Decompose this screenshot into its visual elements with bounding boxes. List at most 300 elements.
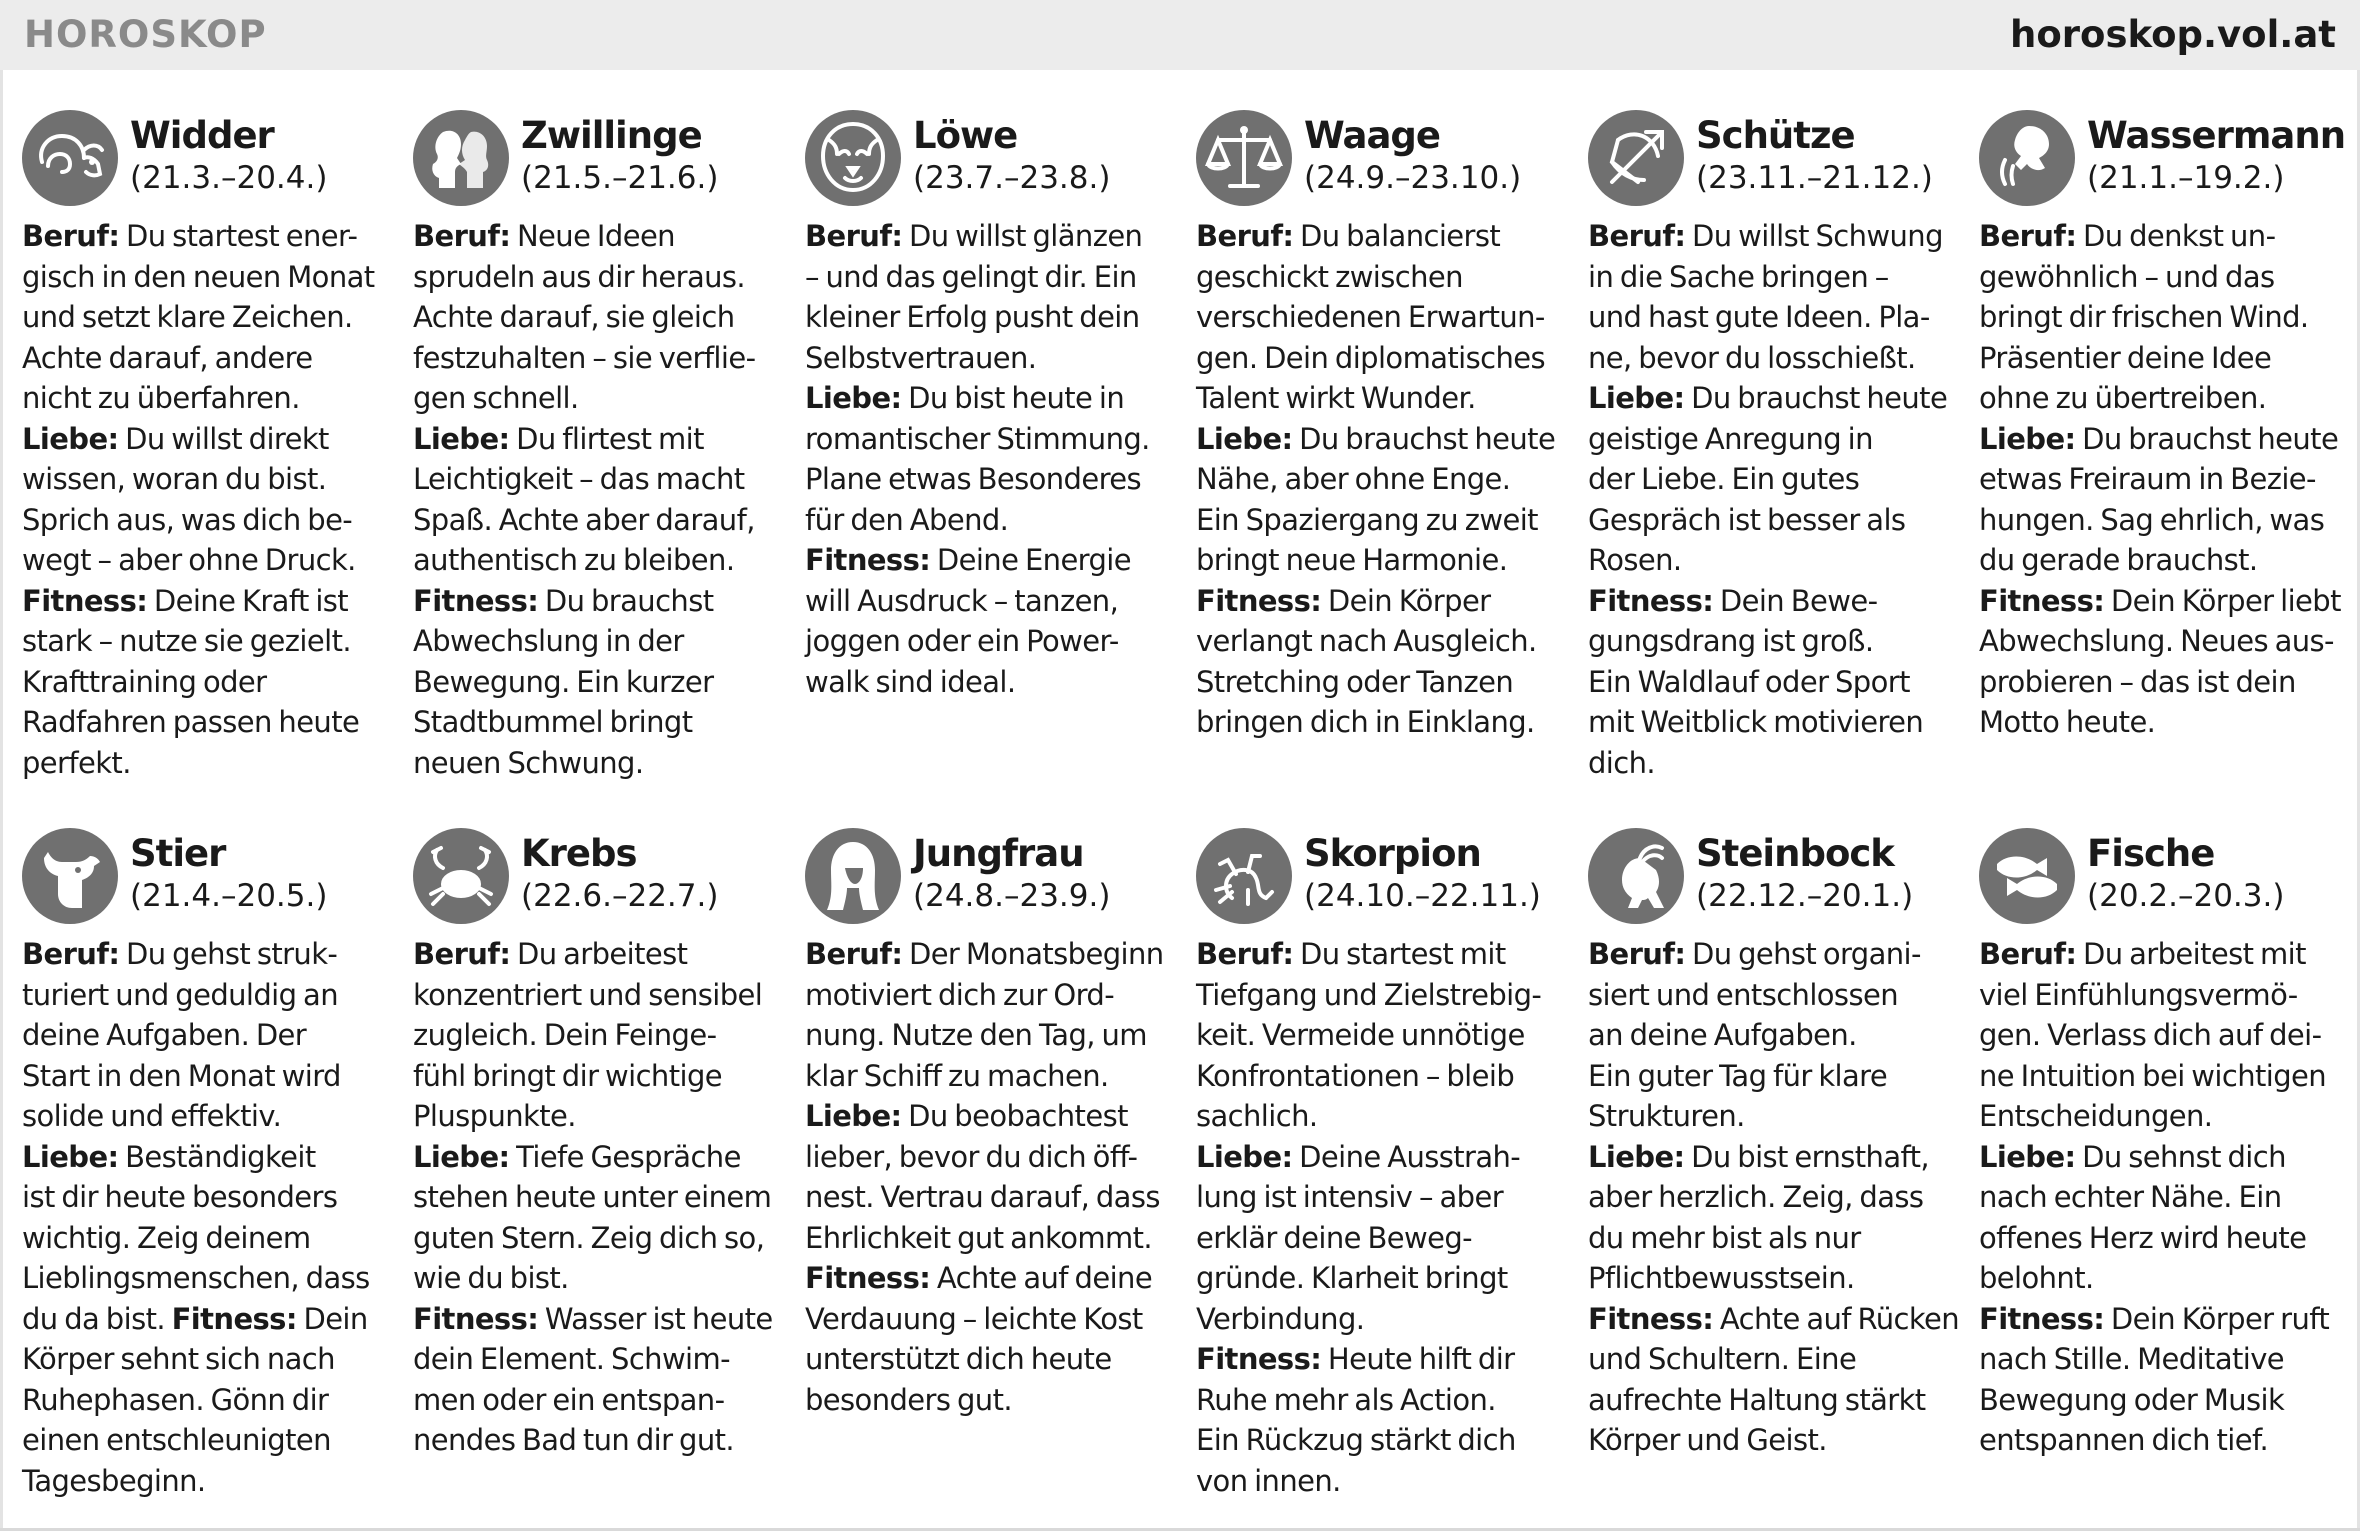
text-line xyxy=(22,500,388,541)
sign-schuetze xyxy=(1588,110,1954,783)
text-segment: etwas Freiraum in Bezie- xyxy=(1979,462,2316,496)
text-line xyxy=(1979,1420,2345,1461)
sign-text xyxy=(1979,934,2345,1461)
text-segment: wie du bist. xyxy=(413,1261,569,1295)
sign-text xyxy=(22,216,388,783)
category-label: Fitness: xyxy=(805,543,931,577)
text-line xyxy=(805,378,1171,419)
text-line xyxy=(413,1420,779,1461)
text-segment: Achte darauf, andere xyxy=(22,340,313,375)
text-line xyxy=(22,338,388,379)
text-segment: Gespräch ist besser als xyxy=(1588,502,1906,537)
text-segment: verschiedenen Erwartun- xyxy=(1196,300,1545,334)
text-line xyxy=(1588,500,1954,541)
text-line xyxy=(22,459,388,500)
text-segment: bringen dich in Einklang. xyxy=(1196,705,1535,739)
text-segment: hungen. Sag ehrlich, was xyxy=(1979,502,2325,537)
text-line xyxy=(413,621,779,662)
text-segment: motiviert dich zur Ord- xyxy=(805,977,1115,1012)
text-segment: mit Weitblick motivieren xyxy=(1588,705,1924,739)
text-segment: Du flirtest mit xyxy=(509,421,704,456)
category-label: Fitness: xyxy=(1588,1301,1714,1336)
text-line xyxy=(1196,378,1562,419)
text-line xyxy=(805,540,1171,581)
text-segment: Selbstvertrauen. xyxy=(805,340,1037,375)
text-line xyxy=(413,257,779,298)
text-line xyxy=(805,459,1171,500)
text-segment: wissen, woran du bist. xyxy=(22,462,327,496)
text-line xyxy=(1196,1461,1562,1502)
text-line xyxy=(1979,257,2345,298)
text-segment: Du beobachtest xyxy=(901,1099,1128,1133)
text-line xyxy=(413,1177,779,1218)
text-line xyxy=(805,297,1171,338)
text-segment: Tiefgang und Zielstrebig- xyxy=(1196,977,1542,1012)
text-segment: festzuhalten – sie verflie- xyxy=(413,340,756,375)
text-line xyxy=(413,1339,779,1380)
text-line xyxy=(1588,378,1954,419)
text-segment: klar Schiff zu machen. xyxy=(805,1058,1109,1093)
text-line xyxy=(22,1137,388,1178)
text-segment: besonders gut. xyxy=(805,1382,1012,1417)
text-line xyxy=(1196,1258,1562,1299)
text-segment: Dein Körper liebt xyxy=(2104,583,2341,618)
text-segment: Ein Spaziergang zu zweit xyxy=(1196,502,1538,537)
text-line xyxy=(1588,621,1954,662)
text-segment: deine Aufgaben. Der xyxy=(22,1018,307,1052)
text-segment: kleiner Erfolg pusht dein xyxy=(805,300,1140,334)
text-segment: keit. Vermeide unnötige xyxy=(1196,1018,1525,1052)
sign-date: (22.6.–22.7.) xyxy=(521,878,719,914)
sign-text xyxy=(1588,934,1960,1461)
crab-icon xyxy=(413,828,509,924)
text-segment: nung. Nutze den Tag, um xyxy=(805,1018,1147,1052)
category-label: Fitness: xyxy=(1979,1301,2105,1336)
text-line xyxy=(413,743,779,784)
text-line xyxy=(805,1380,1171,1421)
left-border xyxy=(0,70,3,1531)
text-line xyxy=(22,540,388,581)
fish-icon xyxy=(1979,828,2075,924)
text-segment: Strukturen. xyxy=(1588,1099,1745,1133)
text-line xyxy=(1196,338,1562,379)
text-line xyxy=(1588,1096,1954,1137)
text-segment: Motto heute. xyxy=(1979,705,2156,739)
text-segment: wichtig. Zeig deinem xyxy=(22,1220,311,1255)
sign-date: (22.12.–20.1.) xyxy=(1696,878,1914,914)
text-segment: lieber, bevor du dich öff- xyxy=(805,1139,1138,1174)
text-line xyxy=(1196,702,1562,743)
text-line xyxy=(413,500,779,541)
text-line xyxy=(413,975,779,1016)
text-line xyxy=(1588,1339,1954,1380)
text-segment: Du balancierst xyxy=(1293,219,1501,253)
text-line xyxy=(1196,621,1562,662)
text-line xyxy=(413,934,779,975)
text-line xyxy=(1588,702,1954,743)
text-segment: Der Monatsbeginn xyxy=(902,937,1164,971)
text-segment: Konfrontationen – bleib xyxy=(1196,1058,1515,1093)
text-line xyxy=(413,338,779,379)
sign-date: (24.10.–22.11.) xyxy=(1304,878,1541,914)
text-line xyxy=(1196,581,1562,622)
text-line xyxy=(1588,1299,1960,1340)
text-segment: ohne zu übertreiben. xyxy=(1979,381,2267,415)
text-segment: Abwechslung. Neues aus- xyxy=(1979,624,2334,658)
text-segment: Spaß. Achte aber darauf, xyxy=(413,502,755,537)
sign-text xyxy=(1196,934,1562,1501)
text-line xyxy=(22,1177,388,1218)
category-label: Fitness: xyxy=(1588,583,1714,618)
category-label: Liebe: xyxy=(22,421,119,456)
text-segment: Entscheidungen. xyxy=(1979,1099,2213,1133)
text-segment: belohnt. xyxy=(1979,1261,2094,1295)
text-segment: und hast gute Ideen. Pla- xyxy=(1588,300,1930,334)
text-line xyxy=(413,1380,779,1421)
category-label: Fitness: xyxy=(1979,583,2105,618)
category-label: Beruf: xyxy=(1979,937,2077,971)
sign-date: (21.3.–20.4.) xyxy=(130,160,328,196)
text-line xyxy=(1979,1015,2345,1056)
text-segment: sachlich. xyxy=(1196,1099,1318,1133)
text-line xyxy=(413,540,779,581)
text-line xyxy=(22,1015,388,1056)
text-segment: Ehrlichkeit gut ankommt. xyxy=(805,1220,1153,1255)
text-segment: nest. Vertrau darauf, dass xyxy=(805,1180,1160,1214)
text-segment: ne, bevor du losschießt. xyxy=(1588,340,1916,375)
text-segment: unterstützt dich heute xyxy=(805,1342,1112,1376)
category-label: Fitness: xyxy=(413,583,539,618)
text-line xyxy=(413,297,779,338)
category-label: Beruf: xyxy=(22,219,120,253)
virgin-icon xyxy=(805,828,901,924)
text-segment: gen schnell. xyxy=(413,381,579,415)
sign-wassermann xyxy=(1979,110,2345,743)
text-line xyxy=(1979,419,2345,460)
text-segment: in die Sache bringen – xyxy=(1588,259,1889,294)
text-line xyxy=(1588,297,1954,338)
category-label: Liebe: xyxy=(1196,1139,1293,1174)
text-segment: an deine Aufgaben. xyxy=(1588,1018,1857,1052)
text-line xyxy=(22,1339,388,1380)
text-segment: Du arbeitest xyxy=(510,937,688,971)
category-label: Beruf: xyxy=(1979,219,2077,253)
text-line xyxy=(22,1258,388,1299)
text-line xyxy=(22,975,388,1016)
text-segment: verlangt nach Ausgleich. xyxy=(1196,624,1537,658)
text-line xyxy=(413,459,779,500)
text-segment: Tagesbeginn. xyxy=(22,1463,206,1498)
text-segment: Lieblingsmenschen, dass xyxy=(22,1261,370,1295)
text-line xyxy=(22,743,388,784)
archer-icon xyxy=(1588,110,1684,206)
text-line xyxy=(1196,216,1562,257)
text-segment: Achte auf Rücken xyxy=(1713,1301,1960,1336)
text-line xyxy=(22,1056,388,1097)
sign-text xyxy=(805,216,1171,702)
text-line xyxy=(22,297,388,338)
text-segment: gewöhnlich – und das xyxy=(1979,259,2275,294)
text-line xyxy=(805,1015,1171,1056)
sign-name: Zwillinge xyxy=(521,114,702,157)
category-label: Liebe: xyxy=(413,421,510,456)
text-segment: perfekt. xyxy=(22,745,131,780)
text-segment: dich. xyxy=(1588,745,1656,780)
text-line xyxy=(1588,1177,1954,1218)
text-line xyxy=(805,216,1171,257)
text-line xyxy=(413,702,779,743)
text-line xyxy=(1196,257,1562,298)
scales-icon xyxy=(1196,110,1292,206)
text-segment: Du gehst struk- xyxy=(119,937,338,971)
text-segment: Du willst glänzen xyxy=(902,219,1143,253)
text-line xyxy=(1196,297,1562,338)
text-line xyxy=(1588,743,1954,784)
lion-icon xyxy=(805,110,901,206)
text-segment: Pflichtbewusstsein. xyxy=(1588,1261,1855,1295)
sign-text xyxy=(22,934,388,1501)
text-segment: Du willst Schwung xyxy=(1685,219,1943,253)
text-line xyxy=(1588,662,1954,703)
text-line xyxy=(22,257,388,298)
text-line xyxy=(805,662,1171,703)
text-line xyxy=(1588,338,1954,379)
text-segment: Dein Körper xyxy=(1321,583,1491,618)
text-line xyxy=(1196,1218,1562,1259)
text-line xyxy=(1196,1177,1562,1218)
text-line xyxy=(1979,975,2345,1016)
text-segment: gen. Verlass dich auf dei- xyxy=(1979,1018,2322,1052)
text-line xyxy=(1979,1096,2345,1137)
category-label: Liebe: xyxy=(1588,381,1685,415)
text-line xyxy=(1588,540,1954,581)
sign-name: Jungfrau xyxy=(913,832,1084,875)
sign-name: Schütze xyxy=(1696,114,1855,157)
text-segment: Pluspunkte. xyxy=(413,1099,576,1133)
text-segment: von innen. xyxy=(1196,1463,1341,1498)
category-label: Fitness: xyxy=(805,1261,931,1295)
sign-skorpion xyxy=(1196,828,1562,1501)
category-label: Beruf: xyxy=(413,219,511,253)
sign-date: (20.2.–20.3.) xyxy=(2087,878,2285,914)
text-line xyxy=(1588,1056,1954,1097)
text-segment: viel Einfühlungsvermö- xyxy=(1979,977,2298,1012)
text-line xyxy=(1196,540,1562,581)
sign-fische xyxy=(1979,828,2345,1461)
text-segment: probieren – das ist dein xyxy=(1979,664,2296,699)
text-segment: ne Intuition bei wichtigen xyxy=(1979,1058,2327,1093)
text-line xyxy=(1979,581,2345,622)
category-label: Liebe: xyxy=(1979,1139,2076,1174)
text-segment: Radfahren passen heute xyxy=(22,705,360,739)
site-link[interactable]: horoskop.vol.at xyxy=(2010,13,2336,56)
text-line xyxy=(1588,581,1954,622)
text-segment: Du denkst un- xyxy=(2076,219,2276,253)
text-segment: Präsentier deine Idee xyxy=(1979,340,2272,375)
sign-widder xyxy=(22,110,388,783)
text-line xyxy=(1979,1056,2345,1097)
text-segment: fühl bringt dir wichtige xyxy=(413,1058,722,1093)
text-line xyxy=(1588,1218,1954,1259)
sign-krebs xyxy=(413,828,779,1461)
text-segment: men oder ein entspan- xyxy=(413,1382,725,1417)
text-segment: nendes Bad tun dir gut. xyxy=(413,1423,735,1457)
sign-name: Fische xyxy=(2087,832,2215,875)
category-label: Beruf: xyxy=(413,937,511,971)
sign-text xyxy=(413,934,779,1461)
text-segment: Dein xyxy=(296,1301,368,1336)
text-line xyxy=(413,1299,779,1340)
text-line xyxy=(1196,662,1562,703)
category-label: Beruf: xyxy=(1196,219,1294,253)
text-segment: Sprich aus, was dich be- xyxy=(22,502,353,537)
text-line xyxy=(1979,378,2345,419)
text-segment: für den Abend. xyxy=(805,502,1009,537)
category-label: Liebe: xyxy=(1588,1139,1685,1174)
text-line xyxy=(22,419,388,460)
category-label: Liebe: xyxy=(413,1139,510,1174)
sign-name: Skorpion xyxy=(1304,832,1481,875)
text-line xyxy=(1196,975,1562,1016)
sign-name: Krebs xyxy=(521,832,637,875)
text-segment: stehen heute unter einem xyxy=(413,1180,772,1214)
text-line xyxy=(805,934,1171,975)
category-label: Fitness: xyxy=(22,583,148,618)
category-label: Fitness: xyxy=(413,1301,539,1336)
sign-stier xyxy=(22,828,388,1501)
text-line xyxy=(805,1299,1171,1340)
text-segment: Stretching oder Tanzen xyxy=(1196,664,1514,699)
text-line xyxy=(1979,1258,2345,1299)
sign-name: Löwe xyxy=(913,114,1018,157)
text-line xyxy=(805,338,1171,379)
text-segment: Heute hilft dir xyxy=(1321,1342,1515,1376)
text-line xyxy=(1196,1015,1562,1056)
text-line xyxy=(1979,934,2345,975)
text-line xyxy=(22,1218,388,1259)
text-segment: Verbindung. xyxy=(1196,1301,1365,1336)
category-label: Fitness: xyxy=(171,1301,297,1336)
text-segment: Rosen. xyxy=(1588,543,1682,577)
sign-text xyxy=(1979,216,2345,743)
text-line xyxy=(1979,621,2345,662)
text-segment: nicht zu überfahren. xyxy=(22,381,300,415)
text-segment: sprudeln aus dir heraus. xyxy=(413,259,746,294)
text-segment: Achte auf deine xyxy=(930,1261,1153,1295)
text-segment: – und das gelingt dir. Ein xyxy=(805,259,1137,294)
text-segment: joggen oder ein Power- xyxy=(805,624,1119,658)
text-segment: bringt neue Harmonie. xyxy=(1196,543,1508,577)
water-bearer-icon xyxy=(1979,110,2075,206)
category-label: Beruf: xyxy=(1196,937,1294,971)
text-line xyxy=(805,621,1171,662)
text-line xyxy=(1588,459,1954,500)
text-line xyxy=(22,621,388,662)
text-segment: entspannen dich tief. xyxy=(1979,1423,2269,1457)
text-segment: gründe. Klarheit bringt xyxy=(1196,1261,1508,1295)
text-line xyxy=(805,1056,1171,1097)
sign-text xyxy=(1588,216,1954,783)
text-segment: aber herzlich. Zeig, dass xyxy=(1588,1180,1924,1214)
text-line xyxy=(22,662,388,703)
text-line xyxy=(22,934,388,975)
header-bar xyxy=(0,0,2360,70)
text-line xyxy=(805,1096,1171,1137)
text-line xyxy=(1196,1096,1562,1137)
section-title: HOROSKOP xyxy=(24,13,267,56)
text-segment: gungsdrang ist groß. xyxy=(1588,624,1874,658)
text-line xyxy=(1588,216,1954,257)
text-segment: stark – nutze sie gezielt. xyxy=(22,624,351,658)
text-segment: geistige Anregung in xyxy=(1588,421,1873,456)
text-line xyxy=(805,975,1171,1016)
text-segment: und Schultern. Eine xyxy=(1588,1342,1857,1376)
category-label: Liebe: xyxy=(805,381,902,415)
text-line xyxy=(805,1339,1171,1380)
text-line xyxy=(805,1137,1171,1178)
text-segment: einen entschleunigten xyxy=(22,1423,331,1457)
text-line xyxy=(1979,338,2345,379)
category-label: Beruf: xyxy=(1588,937,1686,971)
text-line xyxy=(1979,540,2345,581)
text-line xyxy=(1979,1137,2345,1178)
text-segment: Tiefe Gespräche xyxy=(509,1139,741,1174)
text-segment: Start in den Monat wird xyxy=(22,1058,341,1093)
text-line xyxy=(805,1177,1171,1218)
text-segment: nach echter Nähe. Ein xyxy=(1979,1180,2282,1214)
text-line xyxy=(1588,257,1954,298)
text-segment: Deine Energie xyxy=(930,543,1132,577)
sign-date: (21.1.–19.2.) xyxy=(2087,160,2285,196)
text-line xyxy=(413,378,779,419)
text-line xyxy=(805,500,1171,541)
text-line xyxy=(1196,459,1562,500)
text-segment: du gerade brauchst. xyxy=(1979,543,2258,577)
text-segment: Du brauchst xyxy=(538,583,714,618)
text-line xyxy=(22,378,388,419)
ram-icon xyxy=(22,110,118,206)
sign-name: Stier xyxy=(130,832,226,875)
sign-date: (24.8.–23.9.) xyxy=(913,878,1111,914)
text-line xyxy=(1588,1137,1954,1178)
text-line xyxy=(1196,1056,1562,1097)
capricorn-icon xyxy=(1588,828,1684,924)
sign-jungfrau xyxy=(805,828,1171,1420)
text-line xyxy=(1979,500,2345,541)
category-label: Beruf: xyxy=(1588,219,1686,253)
text-line xyxy=(1979,1299,2345,1340)
text-line xyxy=(413,1096,779,1137)
text-segment: du mehr bist als nur xyxy=(1588,1220,1861,1255)
sign-waage xyxy=(1196,110,1562,743)
text-line xyxy=(1196,1420,1562,1461)
text-line xyxy=(805,257,1171,298)
text-segment: du da bist. xyxy=(22,1301,172,1336)
text-line xyxy=(805,1218,1171,1259)
text-segment: gisch in den neuen Monat xyxy=(22,259,375,294)
sign-steinbock xyxy=(1588,828,1960,1461)
text-segment: Wasser ist heute xyxy=(538,1301,773,1336)
text-segment: Du willst direkt xyxy=(118,421,329,456)
text-segment: lung ist intensiv – aber xyxy=(1196,1180,1504,1214)
text-segment: will Ausdruck – tanzen, xyxy=(805,583,1119,618)
text-segment: dein Element. Schwim- xyxy=(413,1342,731,1376)
category-label: Liebe: xyxy=(1196,421,1293,456)
sign-date: (24.9.–23.10.) xyxy=(1304,160,1522,196)
text-segment: Deine Kraft ist xyxy=(147,583,349,618)
text-segment: Neue Ideen xyxy=(510,219,675,253)
text-segment: bringt dir frischen Wind. xyxy=(1979,300,2309,334)
